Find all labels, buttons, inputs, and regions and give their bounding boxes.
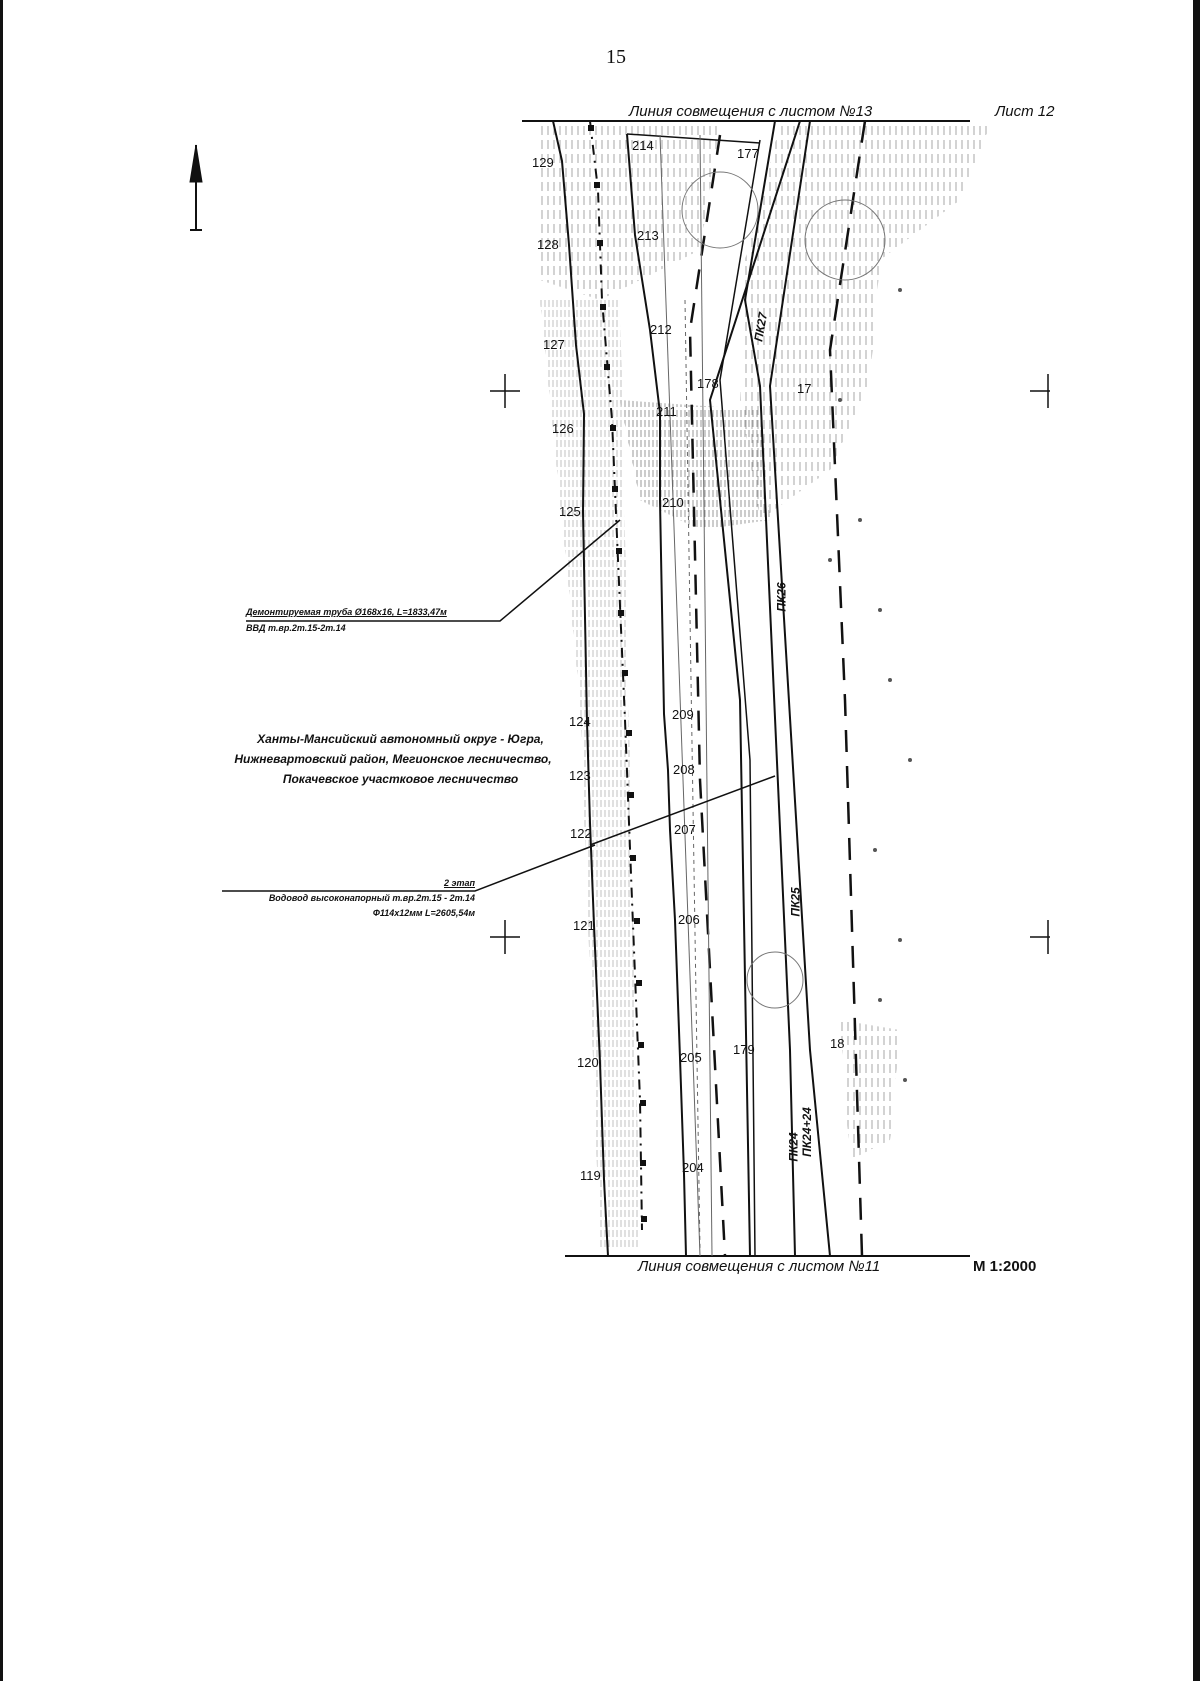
point-label: 125 xyxy=(559,504,581,519)
point-label: 209 xyxy=(672,707,694,722)
sheet-label: Лист 12 xyxy=(995,103,1055,120)
point-label: 18 xyxy=(830,1036,845,1051)
dismantled-pipe-line1: Демонтируемая труба Ø168х16, L=1833,47м xyxy=(246,607,447,617)
picket-label: ПК25 xyxy=(788,887,803,917)
point-label: 208 xyxy=(673,762,695,777)
dismantled-pipe-line2: ВВД т.вр.2т.15-2т.14 xyxy=(246,623,346,633)
dashed-line-center xyxy=(690,135,725,1256)
point-label: 212 xyxy=(650,322,672,337)
region-line1: Ханты-Мансийский автономный округ - Югра, xyxy=(257,732,544,746)
scale-label: М 1:2000 xyxy=(973,1258,1037,1275)
point-label: 213 xyxy=(637,228,659,243)
point-label: 206 xyxy=(678,912,700,927)
survey-lines xyxy=(660,135,712,1256)
point-label: 124 xyxy=(569,714,591,729)
point-label: 178 xyxy=(697,376,719,391)
picket-label: ПК26 xyxy=(774,582,789,612)
point-label: 210 xyxy=(662,495,684,510)
point-label: 120 xyxy=(577,1055,599,1070)
bottom-match-line-label: Линия совмещения с листом №11 xyxy=(638,1258,881,1275)
point-label: 177 xyxy=(737,146,759,161)
point-label: 127 xyxy=(543,337,565,352)
point-label: 123 xyxy=(569,768,591,783)
point-label: 204 xyxy=(682,1160,704,1175)
point-label: 179 xyxy=(733,1042,755,1057)
point-label: 126 xyxy=(552,421,574,436)
region-line3: Покачевское участковое лесничество xyxy=(282,772,519,786)
point-label: 122 xyxy=(570,826,592,841)
forest-hatching xyxy=(540,125,990,1250)
point-label: 128 xyxy=(537,237,559,252)
point-label: 207 xyxy=(674,822,696,837)
picket-label: ПК24+24 xyxy=(799,1107,814,1157)
page-number: 15 xyxy=(606,46,626,68)
picket-label: ПК24 xyxy=(786,1132,801,1162)
region-line2: Нижневартовский район, Мегионское лесничество, xyxy=(234,752,552,766)
point-label: 129 xyxy=(532,155,554,170)
waterline-line2: Ф114х12мм L=2605,54м xyxy=(372,908,475,918)
waterline-line1: Водовод высоконапорный т.вр.2т.15 - 2т.14 xyxy=(268,893,475,903)
picket-label: ПК27 xyxy=(751,311,771,343)
point-label: 214 xyxy=(632,138,654,153)
north-arrow-icon xyxy=(190,145,202,230)
top-match-line-label: Линия совмещения с листом №13 xyxy=(629,103,873,120)
point-label: 119 xyxy=(580,1168,601,1183)
point-label: 121 xyxy=(573,918,595,933)
point-label: 205 xyxy=(680,1050,702,1065)
point-label: 17 xyxy=(797,381,812,396)
point-label: 211 xyxy=(656,404,677,419)
waterline-stage: 2 этап xyxy=(444,878,475,888)
